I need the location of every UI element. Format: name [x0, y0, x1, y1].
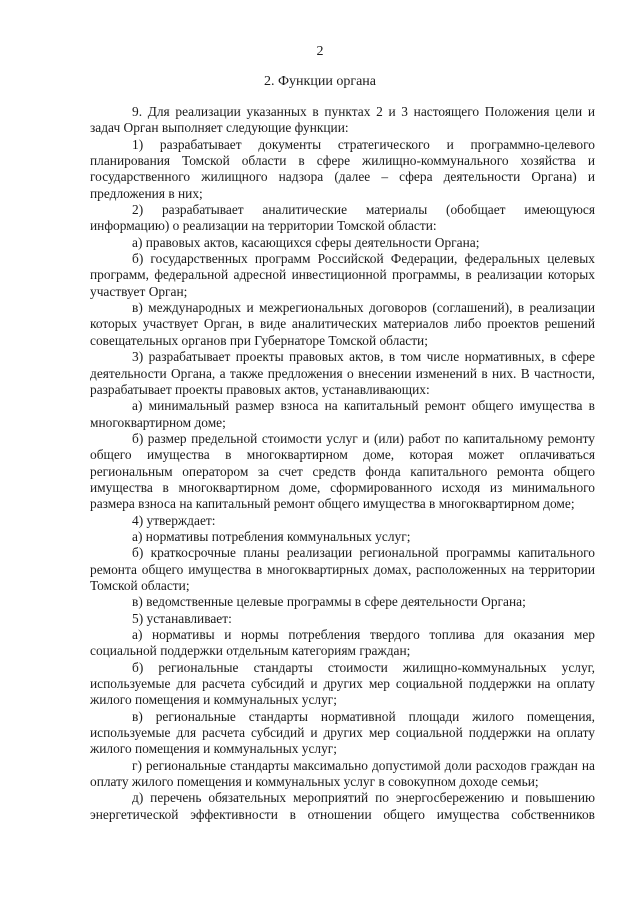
paragraph-item-4: 4) утверждает:	[132, 512, 216, 528]
document-body	[90, 104, 595, 823]
paragraph-item-4b: б) краткосрочные планы реализации региональной программы капитального ремонта общего имущества в многоквартирных домах, расположенных на территории Томской области;	[90, 545, 595, 593]
page-number: 2	[316, 44, 324, 59]
paragraph-item-4v: в) ведомственные целевые программы в сфере деятельности Органа;	[132, 594, 526, 610]
section-title: 2. Функции органа	[264, 74, 376, 89]
paragraph-item-5a: а) нормативы и нормы потребления твердого топлива для оказания мер социальной поддержки отдельным категориям граждан;	[90, 627, 595, 659]
paragraph-item-2v: в) международных и межрегиональных договоров (соглашений), в реализации которых участвует Орган, в виде аналитических материалов либо проектов решений совещательных органов при Губернаторе Томской области;	[90, 300, 595, 348]
paragraph-item-5: 5) устанавливает:	[132, 610, 232, 626]
paragraph-9: 9. Для реализации указанных в пунктах 2 и 3 настоящего Положения цели и задач Орган выполняет следующие функции:	[90, 104, 595, 136]
paragraph-item-3a: а) минимальный размер взноса на капитальный ремонт общего имущества в многоквартирном доме;	[90, 398, 595, 430]
paragraph-item-4a: а) нормативы потребления коммунальных услуг;	[132, 528, 411, 544]
paragraph-item-3b: б) размер предельной стоимости услуг и (или) работ по капитальному ремонту общего имущества в многоквартирном доме, которая может оплачиваться региональным оператором за счет средств фонда капитального ремонта общего имущества в многоквартирном доме, сформированного исходя из минимального размера взноса на капитальный ремонт общего имущества в многоквартирном доме;	[90, 430, 595, 512]
paragraph-item-5d: д) перечень обязательных мероприятий по энергосбережению и повышению энергетической эффективности в отношении общего имущества собственников	[90, 790, 595, 822]
paragraph-item-3: 3) разрабатывает проекты правовых актов, в том числе нормативных, в сфере деятельности Органа, а также предложения о внесении изменений в них. В частности, разрабатывает проекты правовых актов, устанавливающих:	[90, 349, 595, 397]
paragraph-item-2b: б) государственных программ Российской Федерации, федеральных целевых программ, федеральной адресной инвестиционной программы, в реализации которых участвует Орган;	[90, 251, 595, 299]
paragraph-item-2a: а) правовых актов, касающихся сферы деятельности Органа;	[132, 234, 480, 250]
paragraph-item-1: 1) разрабатывает документы стратегического и программно-целевого планирования Томской области в сфере жилищно-коммунального хозяйства и государственного жилищного надзора (далее – сфера деятельности Органа) и предложения в них;	[90, 136, 595, 201]
paragraph-item-5b: б) региональные стандарты стоимости жилищно-коммунальных услуг, используемые для расчета субсидий и других мер социальной поддержки на оплату жилого помещения и коммунальных услуг;	[90, 659, 595, 708]
paragraph-item-5v: в) региональные стандарты нормативной площади жилого помещения, используемые для расчета субсидий и других мер социальной поддержки на оплату жилого помещения и коммунальных услуг;	[90, 708, 595, 757]
paragraph-item-5g: г) региональные стандарты максимально допустимой доли расходов граждан на оплату жилого помещения и коммунальных услуг в совокупном доходе семьи;	[90, 757, 595, 790]
paragraph-item-2: 2) разрабатывает аналитические материалы (обобщает имеющуюся информацию) о реализации на территории Томской области:	[90, 202, 595, 234]
